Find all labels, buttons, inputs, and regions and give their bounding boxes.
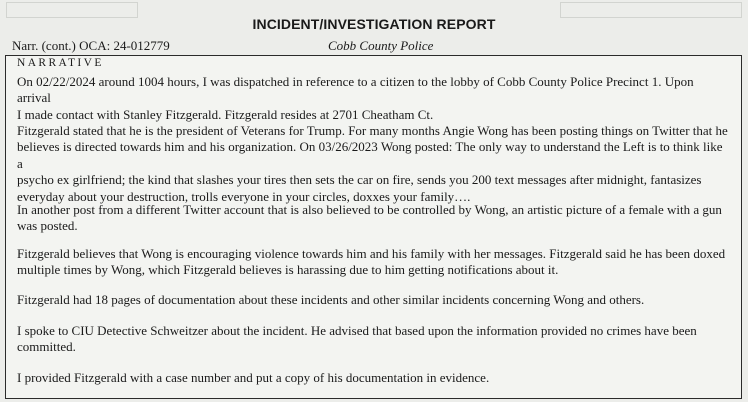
report-subheader bbox=[12, 38, 736, 56]
narrative-paragraph bbox=[17, 246, 729, 279]
narrative-box bbox=[5, 55, 742, 399]
narrative-section-label: NARRATIVE bbox=[17, 57, 104, 69]
narrative-paragraph bbox=[17, 292, 729, 308]
narrative-line: was posted. bbox=[17, 218, 78, 234]
narrative-paragraph bbox=[17, 123, 729, 205]
report-title: INCIDENT/INVESTIGATION REPORT bbox=[252, 16, 496, 32]
narrative-line: Fitzgerald stated that he is the president of Veterans for Trump. For many months Angie Wong has been posting things on Twitter that he bbox=[17, 123, 728, 138]
narrative-line: I made contact with Stanley Fitzgerald. Fitzgerald resides at 2701 Cheatham Ct. bbox=[17, 106, 434, 122]
narrative-line: I spoke to CIU Detective Schweitzer about the incident. He advised that based upon the information provided no crimes have been bbox=[17, 323, 697, 338]
narrative-line: everyday about your destruction, trolls everyone in your circles, doxxes your family…. bbox=[17, 188, 471, 204]
narrative-line: committed. bbox=[17, 339, 76, 355]
narrative-paragraph bbox=[17, 202, 729, 235]
narrative-line: Fitzgerald believes that Wong is encouraging violence towards him and his family with her messages. Fitzgerald said he has been doxed bbox=[17, 246, 726, 261]
narrative-line: Fitzgerald had 18 pages of documentation about these incidents and other similar incidents concerning Wong and others. bbox=[17, 292, 645, 307]
agency-name: Cobb County Police bbox=[328, 38, 434, 53]
narrative-paragraph bbox=[17, 370, 729, 386]
narrative-paragraph bbox=[17, 323, 729, 356]
narrative-line: I provided Fitzgerald with a case number and put a copy of his documentation in evidence. bbox=[17, 370, 490, 385]
narrative-line: In another post from a different Twitter account that is also believed to be controlled by Wong, an artistic picture of a female with a gun bbox=[17, 202, 722, 217]
narrative-line: psycho ex girlfriend; the kind that slashes your tires then sets the car on fire, sends you 200 text messages after midnight, fantasizes bbox=[17, 172, 702, 188]
narrative-line: believes is directed towards him and his organization. On 03/26/2023 Wong posted: The only way to understand the Left is to think like a bbox=[17, 139, 723, 171]
narrative-line: multiple times by Wong, which Fitzgerald believes is harassing due to him getting notifications about it. bbox=[17, 262, 559, 278]
narrative-line: On 02/22/2024 around 1004 hours, I was dispatched in reference to a citizen to the lobby of Cobb County Police Precinct 1. Upon arrival bbox=[17, 74, 694, 106]
narrative-case-number: Narr. (cont.) OCA: 24-012779 bbox=[12, 38, 170, 53]
narrative-paragraph bbox=[17, 74, 729, 123]
